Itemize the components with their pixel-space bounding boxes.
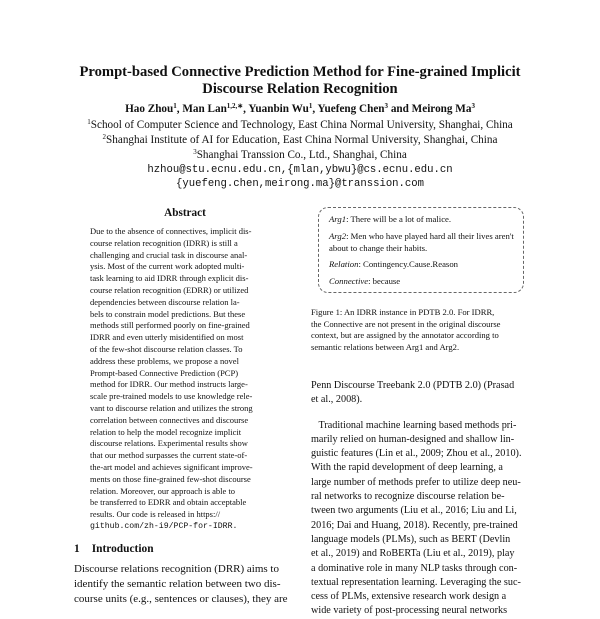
affiliations xyxy=(30,118,570,163)
abstract-line: relation to help the model recognize implicit xyxy=(90,426,242,437)
abstract-line: methods still performed poorly on fine-grained xyxy=(90,320,250,331)
body-line: language models (PLMs), such as BERT (Devlin xyxy=(311,533,511,545)
caption-line: semantic relations between Arg1 and Arg2. xyxy=(311,342,460,353)
body-line: guistic features (Lin et al., 2009; Zhou et al., 2010). xyxy=(311,448,522,460)
body-line: a dominative role in many NLP tasks through con- xyxy=(311,562,518,574)
affiliation-1: $^1$School of Computer Science and Technology, East China Normal University, Shanghai, China xyxy=(87,118,513,131)
abstract-line: IDRR and even utterly misidentified on most xyxy=(90,332,244,343)
title-line-1: Prompt-based Connective Prediction Method for Fine-grained Implicit xyxy=(79,64,521,80)
right-paragraph-2 xyxy=(311,419,526,619)
author-5: Meirong Ma$^3$ xyxy=(411,102,475,115)
figure-arg2: Arg2: Men who have played hard all their lives aren't about to change their habits. xyxy=(329,231,514,253)
right-column-body xyxy=(311,379,526,619)
caption-line: the Connective are not present in the original discourse xyxy=(311,318,501,329)
figure-1-example-box xyxy=(318,207,524,293)
title-line-2: Discourse Relation Recognition xyxy=(202,81,398,97)
abstract-line: method for IDRR. Our method instructs large- xyxy=(90,379,248,390)
author-emails xyxy=(30,163,570,191)
body-line: textual representation learning. Leveraging the suc- xyxy=(311,576,521,588)
abstract-line: task learning to aid IDRR through explicit dis- xyxy=(90,273,249,284)
abstract-line: relation. Moreover, our approach is able to xyxy=(90,485,236,496)
paper-title xyxy=(60,64,540,98)
email-line-1: hzhou@stu.ecnu.edu.cn,{mlan,ybwu}@cs.ecnu.edu.cn xyxy=(147,164,453,176)
author-1: Hao Zhou$^1$, xyxy=(125,102,183,115)
abstract-line: dependencies between discourse relation la- xyxy=(90,296,240,307)
body-line: Penn Discourse Treebank 2.0 (PDTB 2.0) (Prasad xyxy=(311,380,515,391)
abstract-line: challenging and crucial task in discourse anal- xyxy=(90,249,248,260)
intro-line: Discourse relations recognition (DRR) aims to xyxy=(74,563,279,575)
body-line: With the rapid development of deep learning, a xyxy=(311,462,503,474)
author-list xyxy=(40,103,560,116)
body-line: wide variety of post-processing neural networks xyxy=(311,605,508,617)
body-line: tween two arguments (Liu et al., 2016; Liu and Li, xyxy=(311,505,517,517)
body-line: marily relied on human-designed and shallow lin- xyxy=(311,433,515,445)
author-2: Man Lan$^{1,2,∗}$, xyxy=(182,102,249,115)
author-4: Yuefeng Chen$^3$ and xyxy=(317,102,412,115)
abstract-body xyxy=(90,226,281,533)
caption-line: Figure 1: An IDRR instance in PDTB 2.0. For IDRR, xyxy=(311,307,495,317)
section-heading xyxy=(74,543,304,555)
body-line: large number of methods prefer to utilize deep neu- xyxy=(311,476,521,488)
code-link[interactable]: github.com/zh-i9/PCP-for-IDRR. xyxy=(90,521,238,531)
author-3: Yuanbin Wu$^1$, xyxy=(248,102,318,115)
abstract-line: course relation recognition (EDRR) or utilized xyxy=(90,284,249,295)
abstract-line: discourse relations. Experimental results show xyxy=(90,438,248,449)
intro-line: course units (e.g., sentences or clauses), they are xyxy=(74,592,288,605)
body-line: et al., 2008). xyxy=(311,394,363,406)
body-line: cess of PLMs, extensive research work design a xyxy=(311,591,507,603)
intro-line: identify the semantic relation between two dis- xyxy=(74,577,281,590)
abstract-line: correlation between connectives and discourse xyxy=(90,414,249,425)
body-line: ral networks to recognize discourse relation be- xyxy=(311,491,505,503)
abstract-line: ments on those fine-grained few-shot discourse xyxy=(90,473,251,484)
abstract-line: address these problems, we propose a novel xyxy=(90,355,239,366)
abstract-line: Prompt-based Connective Prediction (PCP) xyxy=(90,367,239,378)
abstract-line: the-art model and achieves significant improve- xyxy=(90,461,253,472)
abstract-line: Due to the absence of connectives, implicit dis- xyxy=(90,226,252,236)
figure-1-caption xyxy=(311,307,526,354)
body-line: et al., 2019) and RoBERTa (Liu et al., 2019), play xyxy=(311,548,515,560)
body-line: 2016; Dai and Huang, 2018). Recently, pre-trained xyxy=(311,519,518,531)
section-number: 1 xyxy=(74,543,80,555)
affiliation-2: $^2$Shanghai Institute of AI for Education, East China Normal University, Shanghai, China xyxy=(102,133,498,146)
abstract-line: vant to discourse relation and utilizes the strong xyxy=(90,402,253,413)
affiliation-3: $^3$Shanghai Transsion Co., Ltd., Shanghai, China xyxy=(193,148,407,161)
abstract-line: course relation recognition (IDRR) is still a xyxy=(90,237,238,248)
abstract-line: bels to constrain model predictions. But these xyxy=(90,308,246,319)
figure-relation: Relation: Contingency.Cause.Reason xyxy=(329,259,459,269)
abstract-line: results. Our code is released in https:// xyxy=(90,509,221,520)
abstract-line: ysis. Most of the current work adopted multi- xyxy=(90,261,245,272)
abstract-line: scale pre-trained models to use knowledge rele- xyxy=(90,391,253,402)
abstract-line: be transferred to EDRR and obtain acceptable xyxy=(90,497,247,508)
abstract-line: that our method surpasses the current state-of- xyxy=(90,450,248,461)
figure-connective: Connective: because xyxy=(329,276,401,286)
abstract-line: of the few-shot discourse relation classes. To xyxy=(90,343,243,354)
abstract-heading: Abstract xyxy=(164,207,206,219)
caption-line: context, but are assigned by the annotator according to xyxy=(311,330,499,341)
email-line-2: {yuefeng.chen,meirong.ma}@transsion.com xyxy=(176,178,424,190)
right-paragraph-1 xyxy=(311,379,526,408)
section-title: Introduction xyxy=(91,543,154,555)
figure-arg1: Arg1: There will be a lot of malice. xyxy=(329,214,452,224)
body-line: Traditional machine learning based methods pri- xyxy=(311,419,517,431)
